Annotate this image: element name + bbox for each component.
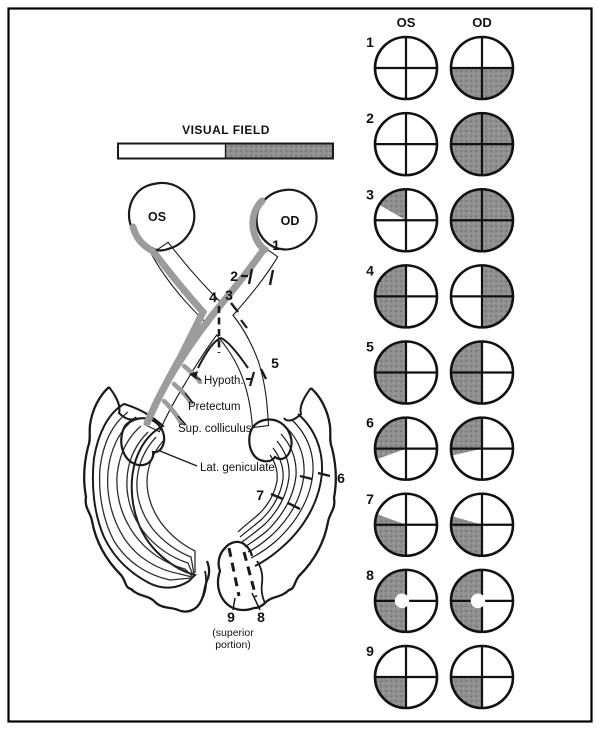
field-circle-os-1 — [375, 37, 437, 99]
sup-colliculus-label: Sup. colliculus — [178, 423, 252, 435]
lesion-2-number: 2 — [230, 268, 238, 284]
field-circle-od-1 — [451, 37, 513, 99]
eye-od-label: OD — [280, 214, 300, 228]
field-circle-os-4 — [375, 265, 437, 327]
field-circle-os-9 — [375, 646, 437, 708]
field-row-number: 1 — [366, 34, 374, 50]
lesion-3-number: 3 — [225, 287, 233, 303]
lesion-6-number: 6 — [337, 470, 345, 486]
field-circle-od-6 — [451, 418, 513, 480]
field-circle-od-2 — [451, 113, 513, 175]
field-row-number: 6 — [366, 414, 374, 431]
superior-portion-label-line2: portion) — [215, 639, 251, 651]
lesion-8-number: 8 — [257, 609, 265, 625]
field-circle-os-6 — [375, 418, 437, 480]
lesion-7-number: 7 — [256, 487, 264, 503]
field-row-number: 2 — [366, 110, 374, 127]
macular-sparing-notch — [471, 594, 485, 608]
superior-portion-label-line1: (superior — [212, 627, 254, 639]
field-row-number: 8 — [366, 566, 374, 583]
field-circle-od-7 — [451, 494, 513, 556]
field-circle-os-7 — [375, 494, 437, 556]
field-column-header-od: OD — [472, 15, 492, 30]
field-column-header-os: OS — [396, 15, 416, 30]
field-row-number: 9 — [366, 643, 374, 659]
field-circle-os-5 — [375, 342, 437, 404]
field-circle-od-9 — [451, 646, 513, 708]
field-circle-os-2 — [375, 113, 437, 175]
lat-geniculate-label: Lat. geniculate — [200, 462, 275, 474]
field-row-number: 5 — [366, 338, 374, 355]
visual-field-title: VISUAL FIELD — [182, 123, 270, 137]
lesion-9-number: 9 — [227, 609, 235, 625]
hypothalamus-label: Hypoth. — [204, 375, 244, 387]
eye-os-label: OS — [147, 210, 167, 224]
field-circle-os-3 — [375, 189, 437, 251]
macular-sparing-notch — [395, 594, 409, 608]
visual-field-bar-shaded-half — [226, 144, 334, 158]
field-circle-od-4 — [451, 265, 513, 327]
pretectum-label: Pretectum — [188, 401, 241, 413]
lesion-4-number: 4 — [209, 289, 217, 305]
field-row-number: 4 — [366, 262, 374, 279]
lesion-5-number: 5 — [271, 355, 279, 371]
lesion-1-number: 1 — [272, 237, 280, 253]
field-row-number: 3 — [366, 186, 374, 203]
field-row-number: 7 — [366, 490, 374, 507]
field-circle-od-5 — [451, 342, 513, 404]
field-circle-od-8 — [451, 570, 513, 632]
field-circle-os-8 — [375, 570, 437, 632]
field-circle-od-3 — [451, 189, 513, 251]
